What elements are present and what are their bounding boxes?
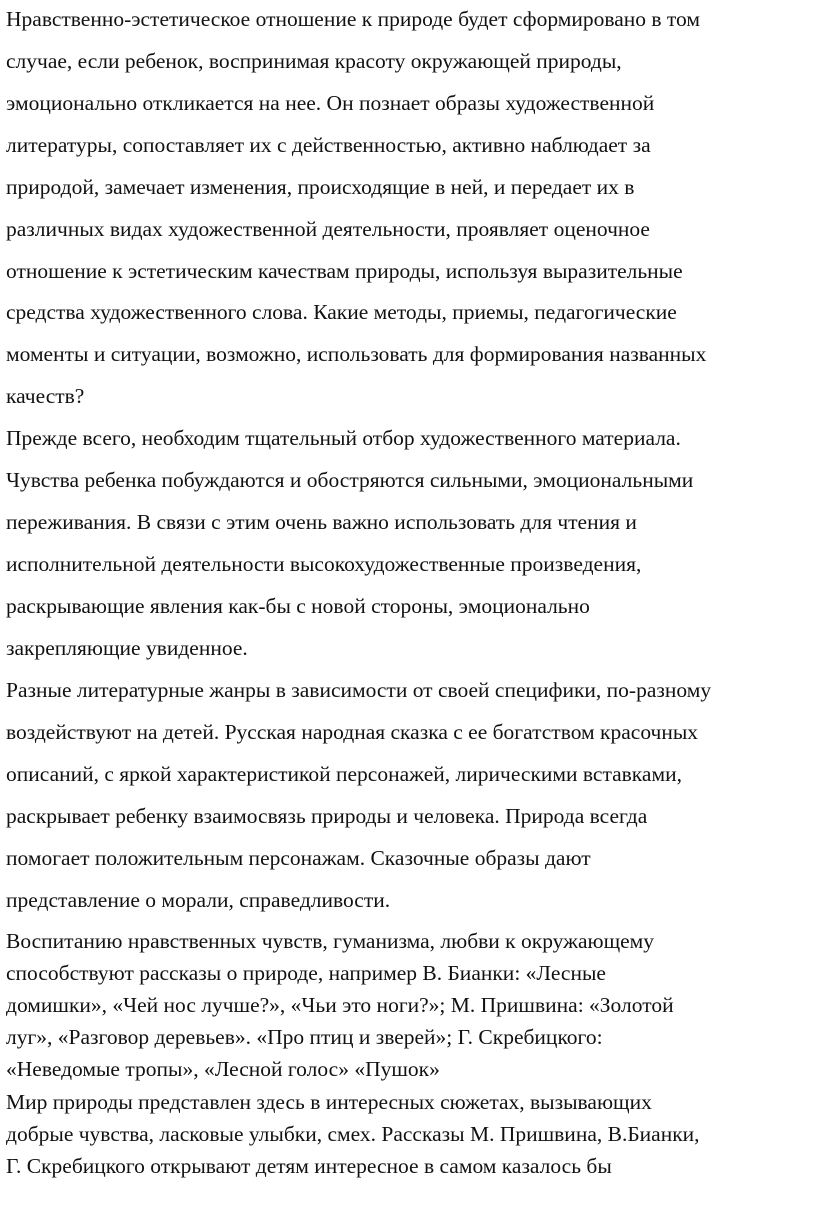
- text-line: различных видах художественной деятельности, проявляет оценочное: [6, 217, 650, 241]
- text-line: домишки», «Чей нос лучше?», «Чьи это ноги?»; М. Пришвина: «Золотой: [6, 993, 674, 1017]
- text-line: Прежде всего, необходим тщательный отбор художественного материала.: [6, 426, 681, 450]
- text-line: моменты и ситуации, возможно, использовать для формирования названных: [6, 342, 707, 366]
- text-line: Разные литературные жанры в зависимости от своей специфики, по-разному: [6, 678, 712, 702]
- text-line: исполнительной деятельности высокохудожественные произведения,: [6, 552, 642, 576]
- text-line: Г. Скребицкого открывают детям интересное в самом казалось бы: [6, 1154, 612, 1178]
- text-line: добрые чувства, ласковые улыбки, смех. Рассказы М. Пришвина, В.Бианки,: [6, 1122, 700, 1146]
- text-line: описаний, с яркой характеристикой персонажей, лирическими вставками,: [6, 762, 682, 786]
- text-line: способствуют рассказы о природе, например В. Бианки: «Лесные: [6, 961, 606, 985]
- text-line: закрепляющие увиденное.: [6, 636, 248, 660]
- text-line: эмоционально откликается на нее. Он познает образы художественной: [6, 91, 655, 115]
- text-line: луг», «Разговор деревьев». «Про птиц и зверей»; Г. Скребицкого:: [6, 1025, 603, 1049]
- text-line: отношение к эстетическим качествам природы, используя выразительные: [6, 259, 683, 283]
- text-line: представление о морали, справедливости.: [6, 888, 391, 912]
- text-line: средства художественного слова. Какие методы, приемы, педагогические: [6, 300, 677, 324]
- text-line: переживания. В связи с этим очень важно использовать для чтения и: [6, 510, 637, 534]
- text-line: природой, замечает изменения, происходящие в ней, и передает их в: [6, 175, 635, 199]
- text-line: случае, если ребенок, воспринимая красоту окружающей природы,: [6, 49, 622, 73]
- text-line: Мир природы представлен здесь в интересных сюжетах, вызывающих: [6, 1090, 652, 1114]
- text-line: Чувства ребенка побуждаются и обостряются сильными, эмоциональными: [6, 468, 694, 492]
- text-line: помогает положительным персонажам. Сказочные образы дают: [6, 846, 591, 870]
- text-line: «Неведомые тропы», «Лесной голос» «Пушок»: [6, 1057, 440, 1081]
- text-line: качеств?: [6, 384, 85, 408]
- text-line: воздействуют на детей. Русская народная сказка с ее богатством красочных: [6, 720, 699, 744]
- text-line: раскрывающие явления как-бы с новой стороны, эмоционально: [6, 594, 590, 618]
- text-line: Нравственно-эстетическое отношение к природе будет сформировано в том: [6, 7, 700, 31]
- text-line: раскрывает ребенку взаимосвязь природы и человека. Природа всегда: [6, 804, 648, 828]
- text-line: литературы, сопоставляет их с действенностью, активно наблюдает за: [6, 133, 651, 157]
- text-line: Воспитанию нравственных чувств, гуманизма, любви к окружающему: [6, 929, 655, 953]
